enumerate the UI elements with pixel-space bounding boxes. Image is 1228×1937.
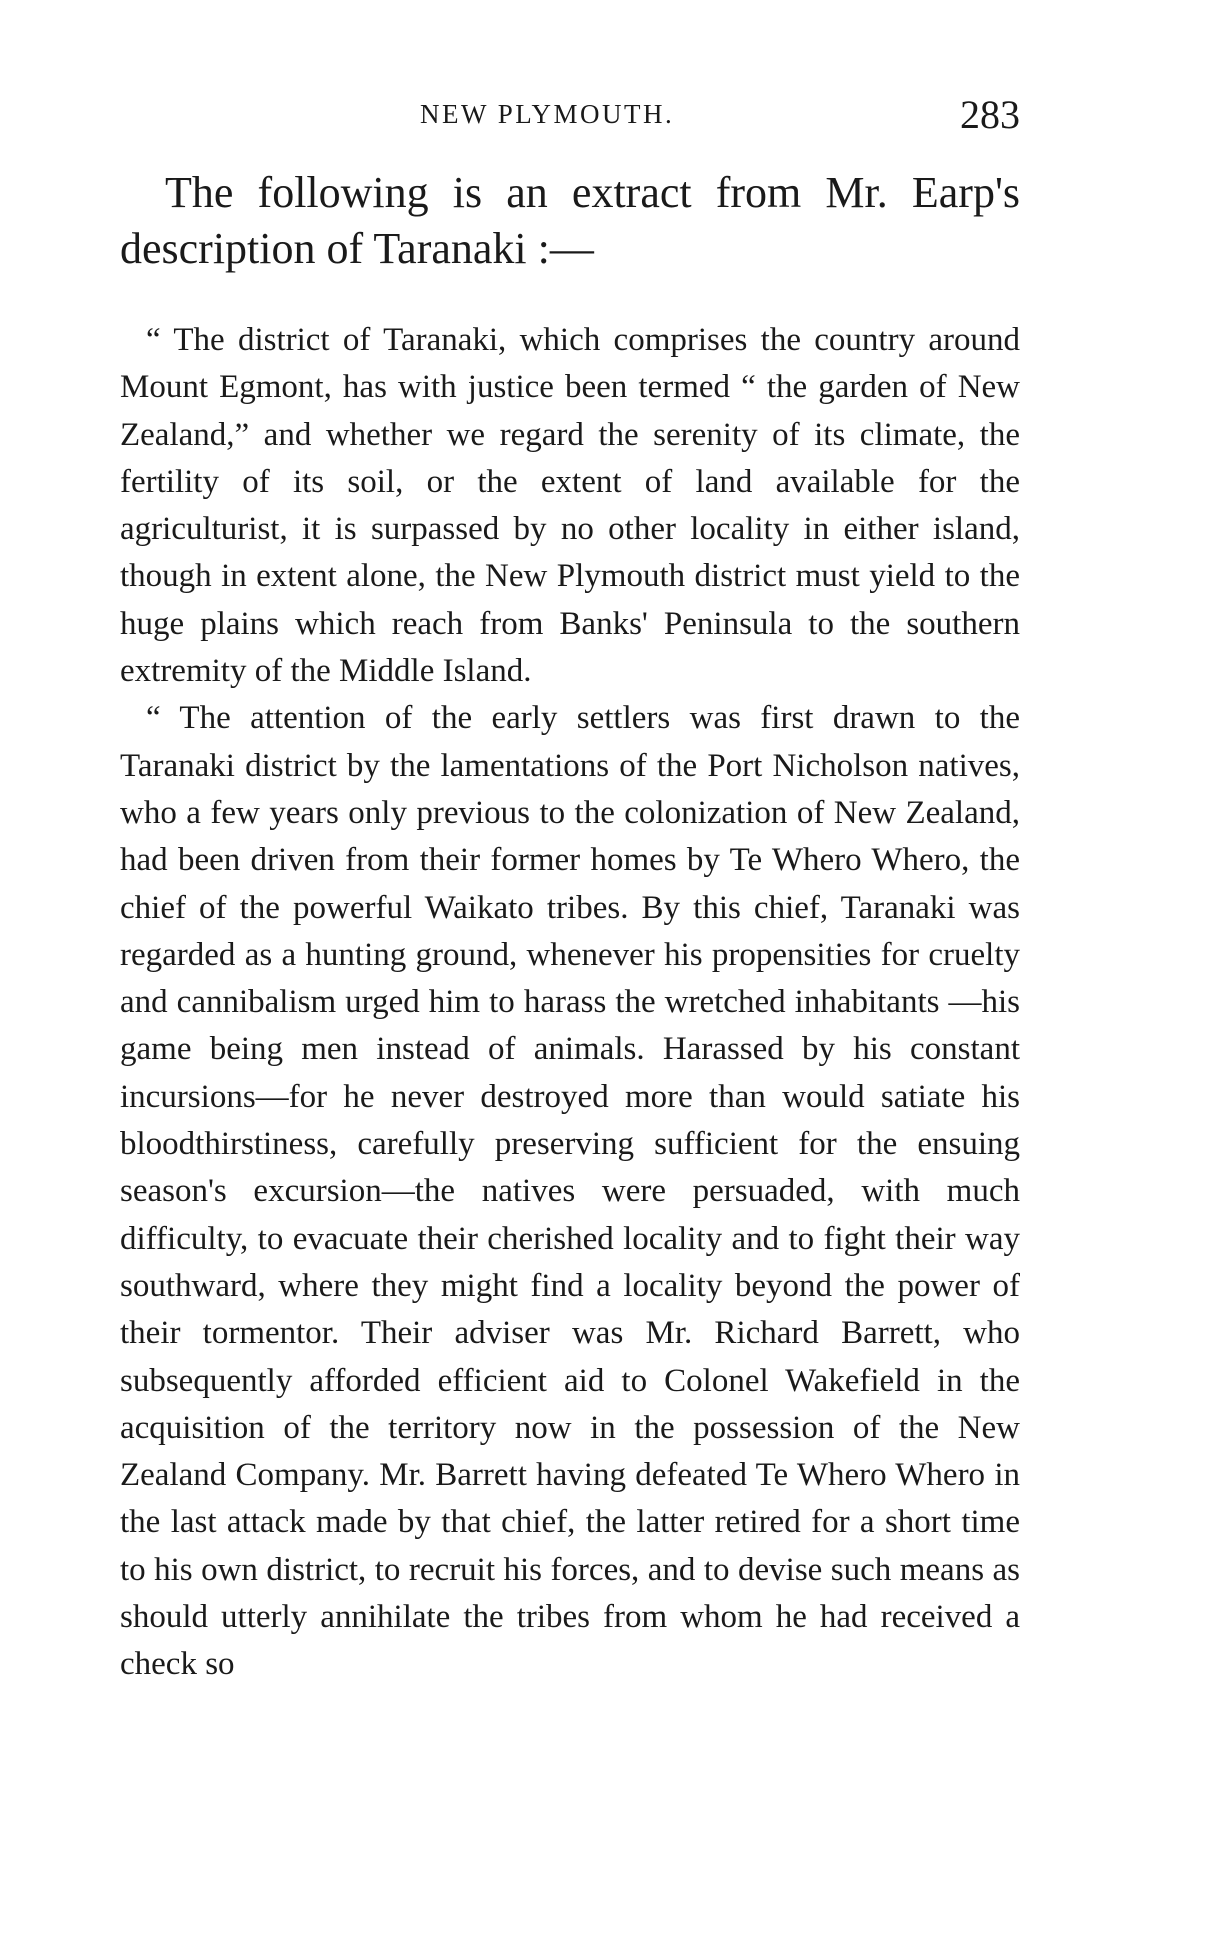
running-title: NEW PLYMOUTH. bbox=[420, 99, 675, 129]
running-head bbox=[120, 92, 1020, 137]
paragraph: “ The district of Taranaki, which comprises the country around Mount Egmont, has with justice been termed “ the garden of New Zealand,” and whether we regard the serenity of its climate, the fertility of its soil, or the extent of land available for the agriculturist, it is surpassed by no other locality in either island, though in extent alone, the New Plymouth district must yield to the huge plains which reach from Banks' Peninsula to the southern extremity of the Middle Island. bbox=[120, 322, 1020, 690]
paragraph: “ The attention of the early settlers was first drawn to the Taranaki district by the lamentations of the Port Nicholson natives, who a few years only previous to the colonization of New Zealand, had been driven from their former homes by Te Whero Whero, the chief of the powerful Waikato tribes. By this chief, Taranaki was regarded as a hunting ground, whenever his propensities for cruelty and cannibalism urged him to harass the wretched inhabitants —his game being men instead of animals. Harassed by his constant incursions—for he never destroyed more than would satiate his bloodthirstiness, carefully preserving sufficient for the ensuing season's excursion—the natives were persuaded, with much difficulty, to evacuate their cherished locality and to fight their way southward, where they might find a locality beyond the power of their tormentor. Their adviser was Mr. Richard Barrett, who subsequently afforded efficient aid to Colonel Wakefield in the acquisition of the territory now in the possession of the New Zealand Company. Mr. Barrett having defeated Te Whero Whero in the last attack made by that chief, the latter retired for a short time to his own district, to recruit his forces, and to devise such means as should utterly annihilate the tribes from whom he had received a check so bbox=[120, 700, 1020, 1683]
intro-sentence: The following is an extract from Mr. Earp's description of Taranaki :— bbox=[120, 168, 1020, 273]
page-number: 283 bbox=[960, 92, 1020, 137]
quoted-extract bbox=[120, 317, 1020, 1689]
